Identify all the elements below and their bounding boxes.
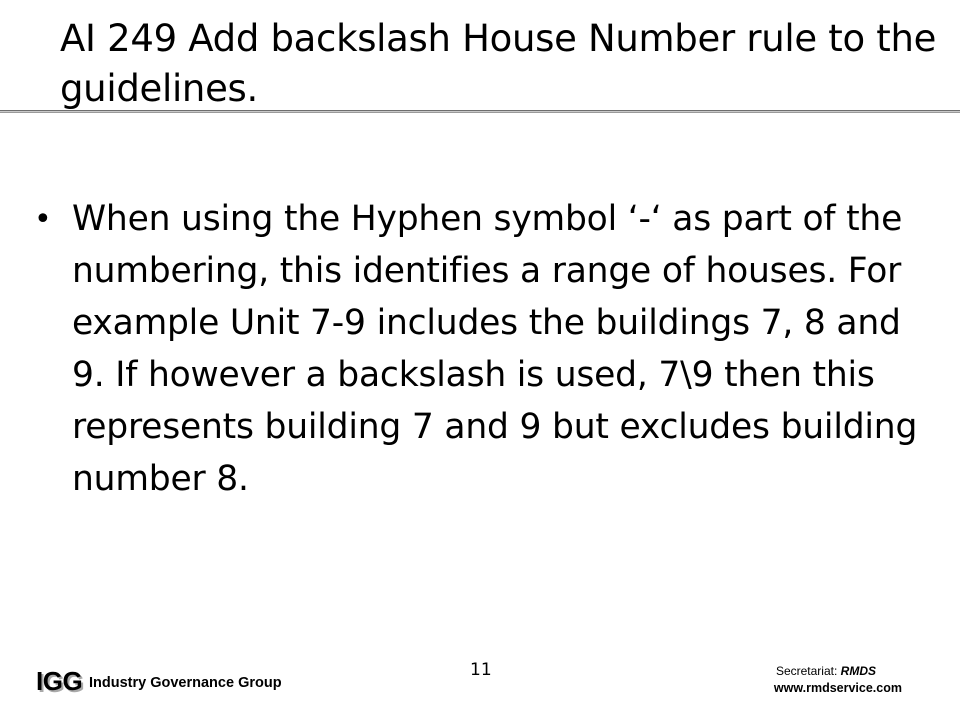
page-number: 11: [470, 660, 492, 680]
title-divider-accent: [0, 112, 960, 113]
secretariat-name: RMDS: [840, 664, 876, 678]
igg-logo: IGG: [36, 666, 83, 696]
bullet-item: [34, 193, 924, 505]
bullet-text: When using the Hyphen symbol ‘-‘ as part of the numbering, this identifies a range of houses. For example Unit 7-9 includes the buildings 7, 8 and 9. If however a backslash is used, 7\9 then this represents building 7 and 9 but excludes building number 8.: [72, 199, 918, 499]
website-url: www.rmdservice.com: [773, 681, 902, 695]
organization-name: Industry Governance Group: [89, 675, 282, 691]
slide-title: AI 249 Add backslash House Number rule to the guidelines.: [60, 17, 937, 110]
secretariat-line: [776, 664, 876, 678]
secretariat-label: Secretariat:: [775, 664, 841, 678]
bullet-marker: •: [34, 202, 52, 237]
